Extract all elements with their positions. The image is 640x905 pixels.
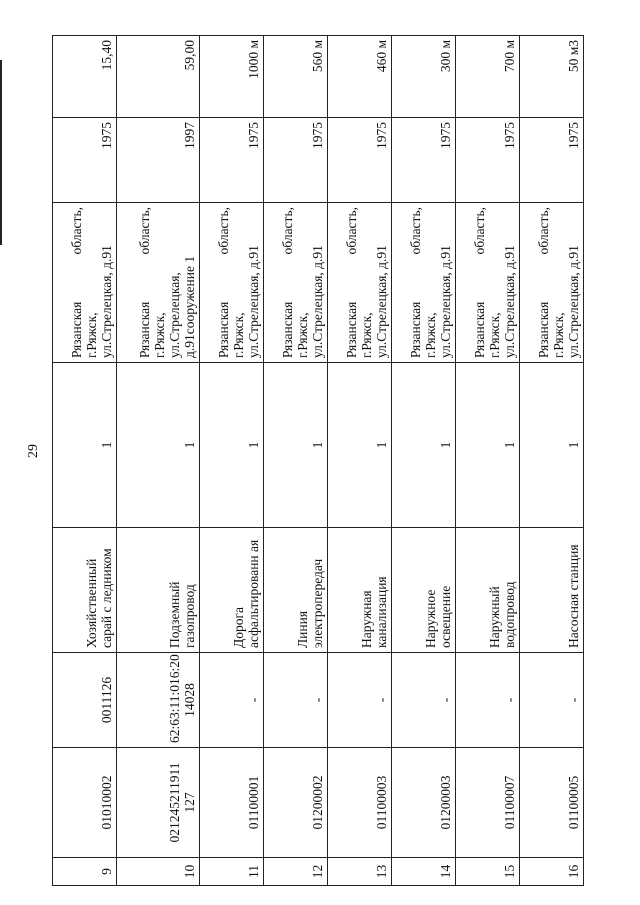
- table-row: [456, 36, 520, 886]
- inventory-number-cell: 021245211911 127: [116, 748, 199, 858]
- address-line: г.Ряжск,: [359, 312, 375, 358]
- quantity-cell: 1: [264, 363, 328, 528]
- area-length-cell: 1000 м: [200, 36, 264, 118]
- address-line: ул.Стрелецкая, д.91: [246, 245, 262, 358]
- quantity-cell: 1: [456, 363, 520, 528]
- table-row: [200, 36, 264, 886]
- year-cell: 1975: [392, 118, 456, 203]
- address-line: г.Ряжск,: [423, 312, 438, 358]
- address-line: ул.Стрелецкая, д.91: [438, 245, 453, 358]
- year-cell: 1975: [200, 118, 264, 203]
- object-name-cell: Подземный газопровод: [116, 528, 199, 653]
- address-line: Рязанская область,: [536, 207, 551, 358]
- row-number-cell: 9: [53, 858, 117, 886]
- address-cell: [200, 203, 264, 363]
- row-number-cell: 11: [200, 858, 264, 886]
- year-cell: 1975: [53, 118, 117, 203]
- row-number-cell: 14: [392, 858, 456, 886]
- cadastral-number-cell: -: [519, 653, 583, 748]
- year-cell: 1975: [519, 118, 583, 203]
- scan-edge-line: [0, 60, 2, 245]
- object-name-cell: Дорога асфальтированн ая: [200, 528, 264, 653]
- area-length-cell: 15,40: [53, 36, 117, 118]
- quantity-cell: 1: [392, 363, 456, 528]
- year-cell: 1997: [116, 118, 199, 203]
- address-cell: [519, 203, 583, 363]
- inventory-number-cell: 01010002: [53, 748, 117, 858]
- object-name-cell: Наружная канализация: [328, 528, 392, 653]
- cadastral-number-cell: -: [200, 653, 264, 748]
- cadastral-number-cell: -: [392, 653, 456, 748]
- address-line: ул.Стрелецкая, д.91: [501, 245, 517, 358]
- row-number-cell: 15: [456, 858, 520, 886]
- quantity-cell: 1: [519, 363, 583, 528]
- address-cell: [392, 203, 456, 363]
- address-line: г.Ряжск,: [486, 312, 502, 358]
- quantity-cell: 1: [200, 363, 264, 528]
- address-cell: [116, 203, 199, 363]
- object-name-cell: Насосная станция: [519, 528, 583, 653]
- year-cell: 1975: [456, 118, 520, 203]
- table-row: [116, 36, 199, 886]
- address-line: Рязанская область,: [137, 207, 153, 358]
- object-name-cell: Наружное освещение: [392, 528, 456, 653]
- property-table: [52, 35, 584, 886]
- rotated-table-frame: [52, 36, 584, 886]
- cadastral-number-cell: -: [456, 653, 520, 748]
- cadastral-number-cell: 0011126: [53, 653, 117, 748]
- address-cell: [456, 203, 520, 363]
- address-line: д.91сооружение 1: [182, 255, 198, 358]
- address-line: г.Ряжск,: [83, 312, 99, 358]
- table-stage: [52, 36, 584, 886]
- address-line: Рязанская область,: [68, 207, 84, 358]
- address-line: ул.Стрелецкая, д.91: [98, 245, 114, 358]
- inventory-number-cell: 01100003: [328, 748, 392, 858]
- table-row: [519, 36, 583, 886]
- address-line: ул.Стрелецкая, д.91: [566, 245, 581, 358]
- table-body: [53, 36, 584, 886]
- address-line: ул.Стрелецкая,: [167, 272, 183, 358]
- address-cell: [53, 203, 117, 363]
- cadastral-number-cell: -: [328, 653, 392, 748]
- row-number-cell: 10: [116, 858, 199, 886]
- area-length-cell: 460 м: [328, 36, 392, 118]
- cadastral-number-cell: -: [264, 653, 328, 748]
- area-length-cell: 50 м3: [519, 36, 583, 118]
- address-line: ул.Стрелецкая, д.91: [374, 245, 390, 358]
- page-number: 29: [26, 444, 41, 458]
- inventory-number-cell: 01100007: [456, 748, 520, 858]
- inventory-number-cell: 01200002: [264, 748, 328, 858]
- row-number-cell: 13: [328, 858, 392, 886]
- year-cell: 1975: [328, 118, 392, 203]
- address-cell: [264, 203, 328, 363]
- area-length-cell: 560 м: [264, 36, 328, 118]
- address-line: Рязанская область,: [344, 207, 360, 358]
- row-number-cell: 16: [519, 858, 583, 886]
- address-line: г.Ряжск,: [152, 312, 168, 358]
- address-line: г.Ряжск,: [231, 312, 247, 358]
- address-line: Рязанская область,: [471, 207, 487, 358]
- table-row: [264, 36, 328, 886]
- year-cell: 1975: [264, 118, 328, 203]
- area-length-cell: 59,00: [116, 36, 199, 118]
- table-row: [53, 36, 117, 886]
- table-row: [328, 36, 392, 886]
- inventory-number-cell: 01100005: [519, 748, 583, 858]
- table-row: [392, 36, 456, 886]
- address-line: ул.Стрелецкая, д.91: [310, 245, 326, 358]
- address-cell: [328, 203, 392, 363]
- quantity-cell: 1: [53, 363, 117, 528]
- address-line: Рязанская область,: [216, 207, 232, 358]
- row-number-cell: 12: [264, 858, 328, 886]
- cadastral-number-cell: 62:63:11:016:20 14028: [116, 653, 199, 748]
- address-line: Рязанская область,: [408, 207, 423, 358]
- inventory-number-cell: 01200003: [392, 748, 456, 858]
- object-name-cell: Линия электропередач: [264, 528, 328, 653]
- quantity-cell: 1: [116, 363, 199, 528]
- object-name-cell: Наружный водопровод: [456, 528, 520, 653]
- area-length-cell: 300 м: [392, 36, 456, 118]
- object-name-cell: Хозяйственный сарай с ледником: [53, 528, 117, 653]
- area-length-cell: 700 м: [456, 36, 520, 118]
- address-line: Рязанская область,: [280, 207, 296, 358]
- address-line: г.Ряжск,: [551, 312, 566, 358]
- inventory-number-cell: 01100001: [200, 748, 264, 858]
- quantity-cell: 1: [328, 363, 392, 528]
- address-line: г.Ряжск,: [295, 312, 311, 358]
